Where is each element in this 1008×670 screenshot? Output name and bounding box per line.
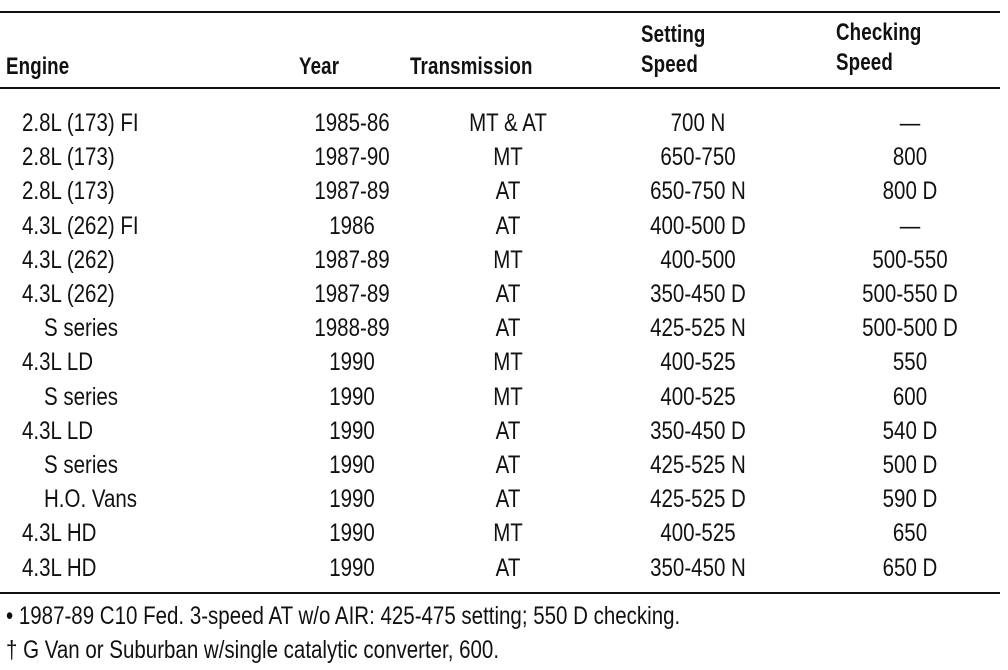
table-row (0, 345, 1000, 379)
cell-engine: 2.8L (173) (22, 177, 115, 206)
header-checking-speed-line2: Speed (836, 49, 893, 76)
cell-engine: 2.8L (173) FI (22, 109, 139, 137)
cell-engine: 4.3L (262) (22, 280, 115, 308)
header-bottom-rule (0, 87, 1000, 89)
cell-checking-speed: 600 (892, 382, 928, 411)
cell-year: 1990 (329, 485, 375, 514)
table-row (0, 174, 1000, 208)
cell-year: 1986 (329, 211, 375, 240)
cell-checking-speed: 500-550 D (862, 280, 958, 308)
cell-setting-speed: 350-450 N (650, 553, 746, 582)
cell-year: 1987-89 (314, 280, 390, 308)
cell-setting-speed: 425-525 N (650, 451, 746, 479)
cell-setting-speed: 650-750 (660, 143, 736, 172)
table-row (0, 482, 1000, 516)
cell-checking-speed: 590 D (882, 485, 938, 514)
footnote-bullet: • 1987-89 C10 Fed. 3-speed AT w/o AIR: 425-475 setting; 550 D checking. (6, 602, 681, 630)
cell-checking-speed: 500-500 D (862, 314, 958, 343)
cell-engine: 2.8L (173) (22, 143, 115, 172)
cell-checking-speed: 540 D (882, 416, 938, 445)
cell-checking-speed: 550 (892, 348, 928, 377)
cell-setting-speed: 350-450 D (650, 416, 746, 445)
table-row (0, 414, 1000, 448)
cell-transmission: MT (493, 348, 523, 377)
cell-year: 1990 (329, 348, 375, 377)
table-top-rule (0, 11, 1000, 13)
header-checking-speed-line1: Checking (836, 19, 922, 46)
cell-transmission: AT (495, 177, 521, 206)
cell-engine: S series (44, 382, 119, 411)
cell-year: 1987-90 (314, 143, 390, 172)
cell-setting-speed: 650-750 N (650, 177, 746, 206)
cell-setting-speed: 400-500 D (650, 211, 746, 240)
cell-setting-speed: 400-525 (660, 348, 736, 377)
table-row (0, 106, 1000, 140)
cell-checking-speed: 800 D (882, 177, 938, 206)
cell-checking-speed: — (899, 109, 921, 137)
table-row (0, 380, 1000, 414)
cell-checking-speed: 650 D (882, 553, 938, 582)
cell-year: 1985-86 (314, 109, 390, 137)
cell-transmission: AT (495, 314, 521, 343)
cell-year: 1990 (329, 451, 375, 479)
footnote-dagger: † G Van or Suburban w/single catalytic converter, 600. (6, 636, 500, 664)
table-row (0, 277, 1000, 311)
cell-year: 1990 (329, 416, 375, 445)
cell-setting-speed: 350-450 D (650, 280, 746, 308)
cell-checking-speed: 650 (892, 519, 928, 548)
table-row (0, 243, 1000, 277)
cell-checking-speed: — (899, 211, 921, 240)
cell-engine: S series (44, 314, 119, 343)
header-setting-speed-line2: Speed (641, 51, 698, 78)
cell-setting-speed: 425-525 N (650, 314, 746, 343)
cell-transmission: MT (493, 245, 523, 274)
cell-engine: 4.3L HD (22, 553, 97, 582)
cell-setting-speed: 400-525 (660, 382, 736, 411)
cell-transmission: MT (493, 382, 523, 411)
table-row (0, 140, 1000, 174)
cell-transmission: AT (495, 211, 521, 240)
cell-engine: 4.3L HD (22, 519, 97, 548)
cell-transmission: AT (495, 553, 521, 582)
cell-setting-speed: 425-525 D (650, 485, 746, 514)
cell-setting-speed: 400-525 (660, 519, 736, 548)
cell-engine: 4.3L LD (22, 416, 94, 445)
cell-transmission: AT (495, 416, 521, 445)
header-transmission: Transmission (410, 53, 533, 80)
header-year: Year (299, 53, 340, 80)
cell-year: 1990 (329, 553, 375, 582)
cell-transmission: AT (495, 451, 521, 479)
table-row (0, 516, 1000, 550)
cell-engine: 4.3L (262) (22, 245, 115, 274)
cell-year: 1987-89 (314, 177, 390, 206)
cell-engine: 4.3L (262) FI (22, 211, 139, 240)
cell-checking-speed: 500 D (882, 451, 938, 479)
table-row (0, 209, 1000, 243)
table-row (0, 311, 1000, 345)
cell-checking-speed: 800 (892, 143, 928, 172)
cell-transmission: MT (493, 519, 523, 548)
table-row (0, 551, 1000, 585)
cell-year: 1990 (329, 519, 375, 548)
cell-setting-speed: 400-500 (660, 245, 736, 274)
table-bottom-rule (0, 592, 1000, 594)
cell-transmission: MT (493, 143, 523, 172)
table-row (0, 448, 1000, 482)
cell-engine: 4.3L LD (22, 348, 94, 377)
cell-year: 1987-89 (314, 245, 390, 274)
cell-transmission: AT (495, 485, 521, 514)
cell-year: 1988-89 (314, 314, 390, 343)
cell-engine: H.O. Vans (44, 485, 138, 514)
cell-year: 1990 (329, 382, 375, 411)
header-engine: Engine (6, 53, 70, 80)
cell-transmission: AT (495, 280, 521, 308)
cell-setting-speed: 700 N (670, 109, 726, 137)
cell-transmission: MT & AT (469, 109, 547, 137)
cell-checking-speed: 500-550 (872, 245, 948, 274)
header-setting-speed-line1: Setting (641, 21, 706, 48)
cell-engine: S series (44, 451, 119, 479)
